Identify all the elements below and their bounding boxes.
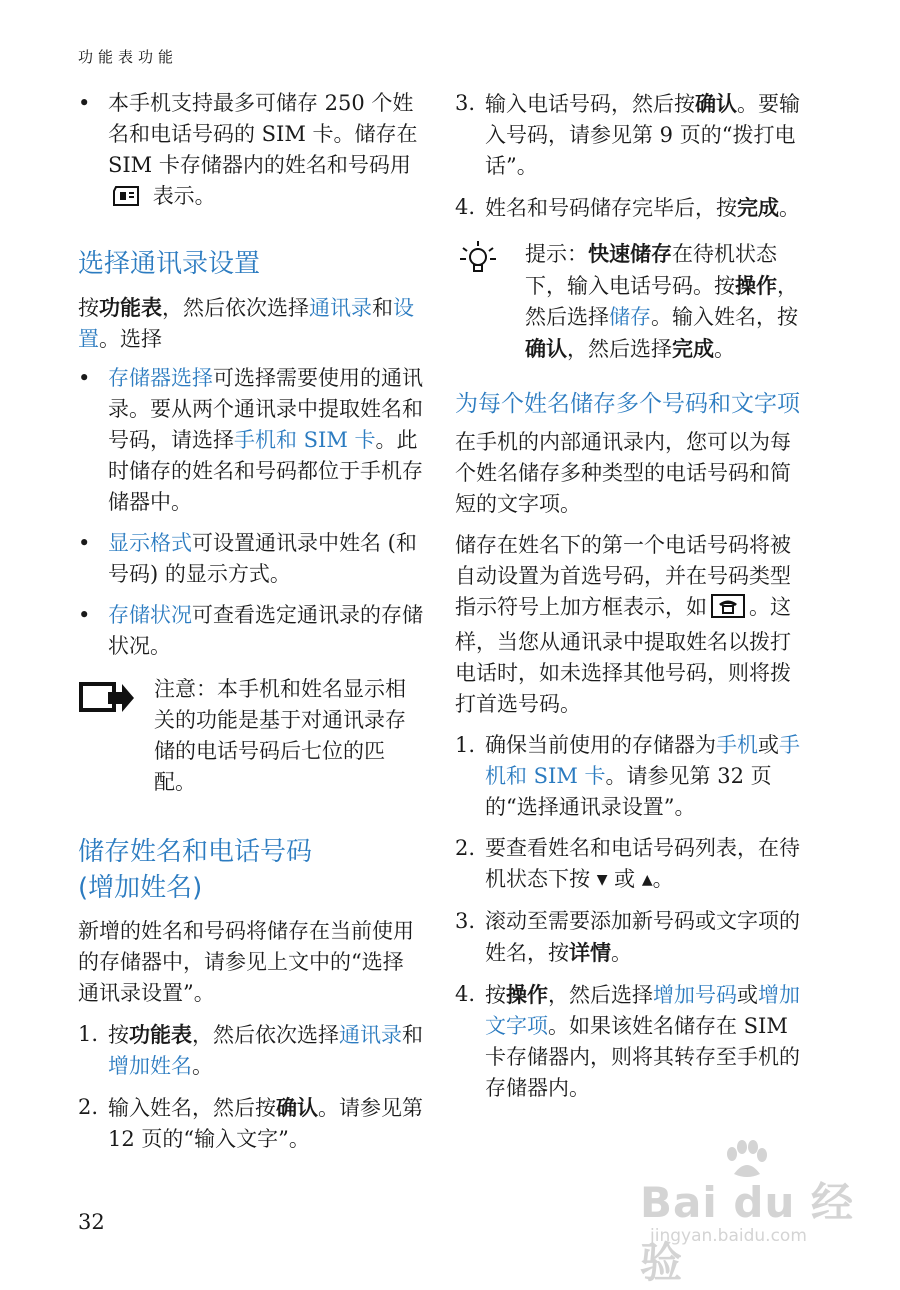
paragraph: 按功能表，然后依次选择通讯录和设置。选择	[78, 295, 414, 351]
note-text: 注意：本手机和姓名显示相关的功能是基于对通讯录存储的电话号码后七位的匹配。	[154, 677, 406, 794]
settings-options-list	[78, 363, 423, 662]
list-item: • 存储状况可查看选定通讯录的存储状况。	[78, 600, 423, 662]
step-item: 4. 姓名和号码储存完毕后，按完成。	[455, 195, 800, 220]
bullet-text-tail: 表示。	[152, 184, 216, 208]
link-display-format[interactable]: 显示格式	[108, 531, 192, 555]
watermark-url: jingyan.baidu.com	[650, 1226, 807, 1246]
link-save[interactable]: 储存	[609, 305, 651, 329]
paragraph: 在手机的内部通讯录内，您可以为每个姓名储存多种类型的电话号码和简短的文字项。	[455, 430, 791, 516]
link-settings[interactable]: 设置	[78, 296, 414, 351]
sim-card-icon	[112, 185, 142, 216]
step-item: 2. 要查看姓名和电话号码列表，在待机状态下按 ▼ 或 ▲。	[455, 836, 800, 891]
step-item: 4. 按操作，然后选择增加号码或增加文字项。如果该姓名储存在 SIM 卡存储器内，则将其转存至手机的存储器内。	[455, 982, 800, 1100]
step-item: 3. 滚动至需要添加新号码或文字项的姓名，按详情。	[455, 909, 800, 965]
sim-info-list	[78, 88, 423, 216]
multiple-numbers-steps	[455, 730, 800, 1104]
paragraph: 新增的姓名和号码将储存在当前使用的存储器中，请参见上文中的“选择通讯录设置”。	[78, 919, 414, 1005]
link-contacts[interactable]: 通讯录	[309, 296, 372, 320]
step-item: 3. 输入电话号码，然后按确认。要输入号码，请参见第 9 页的“拨打电话”。	[455, 91, 800, 178]
lightbulb-icon	[457, 238, 499, 280]
bullet-text: 本手机支持最多可储存 250 个姓名和电话号码的 SIM 卡。储存在 SIM 卡存储器内的姓名和号码用	[108, 91, 418, 177]
running-header: 功能表功能	[78, 48, 179, 66]
link-memory-status[interactable]: 存储状况	[108, 603, 192, 627]
link-memory-select[interactable]: 存储器选择	[108, 366, 213, 390]
section-heading-contacts-settings: 选择通讯录设置	[78, 249, 261, 279]
bullet: •	[78, 366, 91, 390]
link-phone-and-sim[interactable]: 手机和 SIM 卡	[485, 733, 800, 788]
link-contacts[interactable]: 通讯录	[339, 1023, 402, 1047]
section-heading-multiple-numbers: 为每个姓名储存多个号码和文字项	[455, 391, 800, 417]
list-item: • 显示格式可设置通讯录中姓名 (和号码) 的显示方式。	[78, 528, 423, 590]
add-name-steps	[78, 1019, 423, 1155]
step-item: 1. 确保当前使用的存储器为手机或手机和 SIM 卡。请参见第 32 页的“选择通讯录设置”。	[455, 733, 800, 819]
page-number: 32	[78, 1210, 105, 1234]
link-add-text-item[interactable]: 增加文字项	[485, 983, 800, 1038]
link-add-name[interactable]: 增加姓名	[108, 1054, 192, 1078]
phone-default-number-icon	[711, 594, 745, 627]
bullet: •	[78, 91, 91, 115]
tip-box	[455, 238, 800, 365]
right-column	[455, 88, 800, 1104]
scroll-down-icon: ▼	[596, 872, 608, 888]
watermark-logo: Bai du 经验	[640, 1178, 854, 1287]
watermark	[640, 1140, 860, 1287]
section-heading-add-name: 储存姓名和电话号码 (增加姓名)	[78, 837, 313, 903]
left-column	[78, 88, 423, 1155]
note-box	[78, 674, 423, 798]
tip-text: 提示：快速储存在待机状态下，输入电话号码。按操作，然后选择储存。输入姓名，按确认，然后选择完成。	[525, 241, 798, 361]
bullet: •	[78, 603, 91, 627]
add-name-steps-continued	[455, 88, 800, 224]
step-item: 2. 输入姓名，然后按确认。请参见第 12 页的“输入文字”。	[78, 1095, 423, 1151]
note-hand-icon	[78, 680, 136, 720]
step-item: 1. 按功能表，然后依次选择通讯录和增加姓名。	[78, 1022, 423, 1078]
list-item	[78, 88, 423, 216]
link-add-number[interactable]: 增加号码	[653, 983, 737, 1007]
menu-term: 功能表	[99, 295, 162, 320]
list-item: • 存储器选择可选择需要使用的通讯录。要从两个通讯录中提取姓名和号码，请选择手机和 SIM 卡。此时储存的姓名和号码都位于手机存储器中。	[78, 363, 423, 518]
bullet: •	[78, 531, 91, 555]
paragraph: 储存在姓名下的第一个电话号码将被自动设置为首选号码，并在号码类型指示符号上加方框表示，如 。这样，当您从通讯录中提取姓名以拨打电话时，如未选择其他号码，则将拨打首选号码。	[455, 533, 791, 716]
link-phone[interactable]: 手机	[716, 733, 758, 757]
scroll-up-icon: ▲	[641, 872, 653, 888]
link-phone-and-sim[interactable]: 手机和 SIM 卡	[234, 428, 376, 452]
